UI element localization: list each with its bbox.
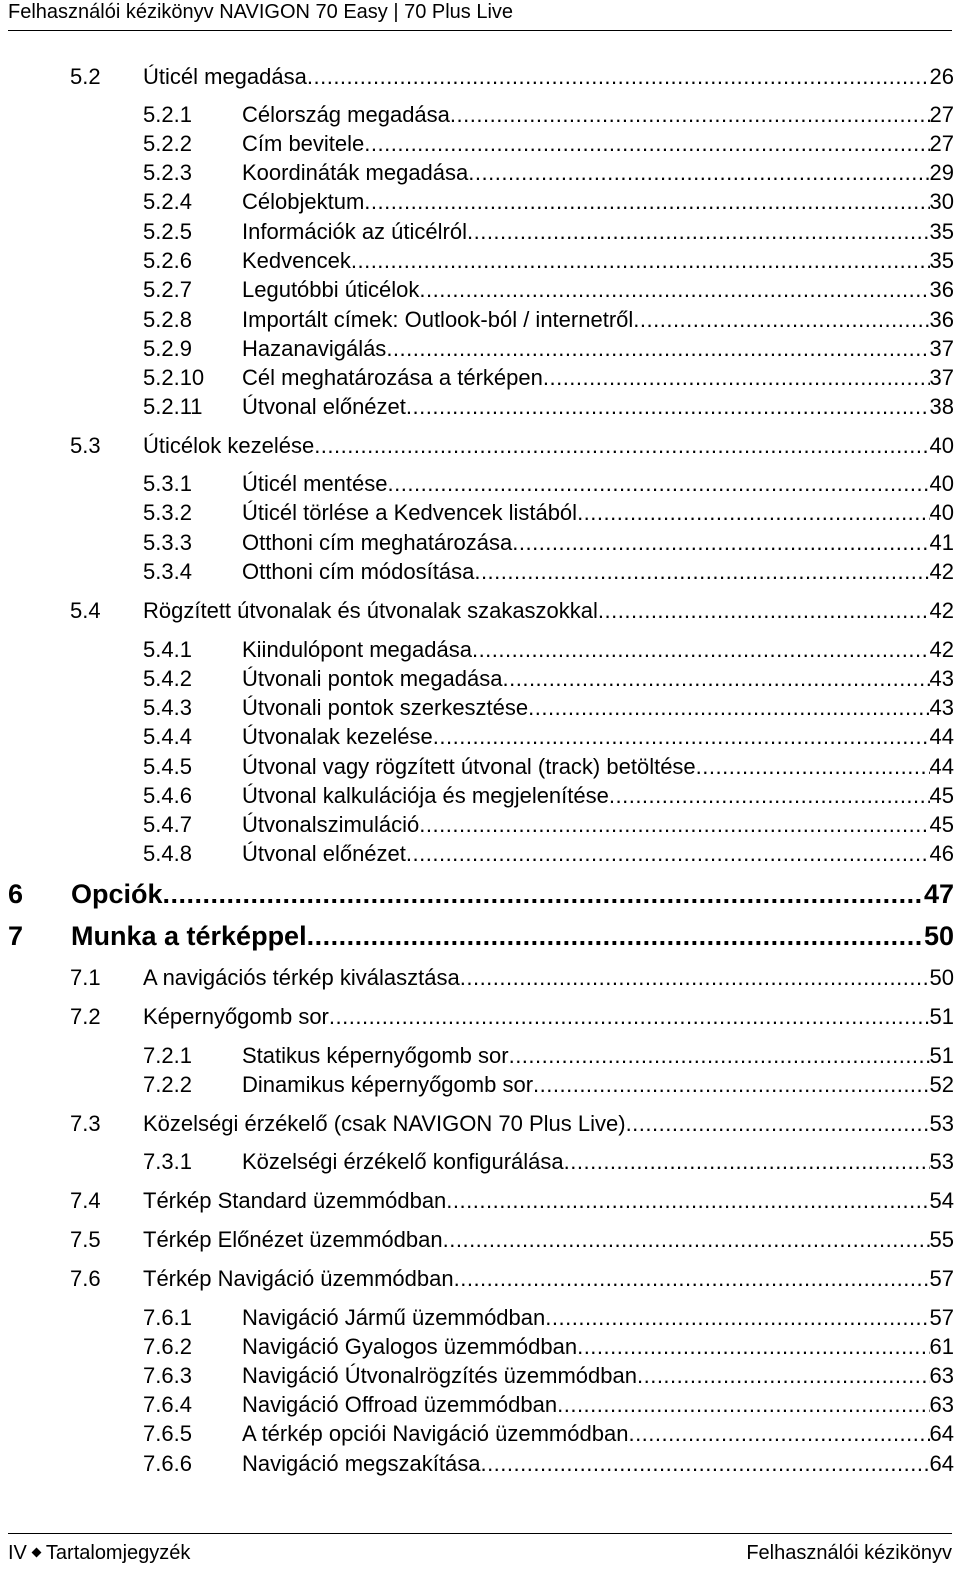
toc-entry-title: Navigáció Offroad üzemmódban (242, 1392, 558, 1417)
toc-entry[interactable] (143, 333, 954, 365)
toc-entry[interactable] (143, 391, 954, 423)
toc-entry-number: 5.2.7 (143, 277, 192, 302)
page-header (8, 0, 952, 31)
footer-left (8, 1542, 190, 1565)
dot-leader (557, 1389, 929, 1421)
toc-entry-page: 38 (929, 394, 954, 419)
toc-entry-page: 30 (929, 189, 954, 214)
toc-entry-page: 51 (929, 1004, 954, 1029)
dot-leader (386, 333, 929, 365)
toc-entry[interactable] (70, 1001, 954, 1033)
dot-leader (474, 556, 929, 588)
toc-entry-page: 47 (923, 879, 954, 909)
toc-entry-page: 57 (929, 1305, 954, 1330)
toc-entry-number: 5.2.4 (143, 189, 192, 214)
dot-leader (633, 304, 929, 336)
toc-entry[interactable] (143, 157, 954, 189)
toc-entry-page: 57 (929, 1266, 954, 1291)
toc-entry-page: 43 (929, 666, 954, 691)
dot-leader (364, 186, 929, 218)
toc-entry-title: Útvonalszimuláció (242, 812, 420, 837)
toc-entry-title: Útvonalak kezelése (242, 724, 433, 749)
toc-entry-number: 7.2 (70, 1004, 101, 1029)
toc-entry[interactable] (143, 1302, 954, 1334)
toc-entry[interactable] (70, 1108, 954, 1140)
dot-leader (460, 962, 930, 994)
toc-entry-page: 44 (929, 754, 954, 779)
toc-entry[interactable] (143, 809, 954, 841)
toc-entry-number: 7.5 (70, 1227, 101, 1252)
dot-leader (468, 157, 929, 189)
toc-entry-title: Otthoni cím módosítása (242, 559, 475, 584)
toc-entry[interactable] (143, 128, 954, 160)
toc-entry[interactable] (143, 1360, 954, 1392)
toc-entry-title: Statikus képernyőgomb sor (242, 1043, 509, 1068)
dot-leader (351, 245, 930, 277)
toc-entry-title: Cím bevitele (242, 131, 365, 156)
toc-entry[interactable] (143, 1069, 954, 1101)
toc-entry-number: 7.6 (70, 1266, 101, 1291)
toc-entry-page: 27 (929, 102, 954, 127)
toc-entry[interactable] (143, 721, 954, 753)
toc-entry[interactable] (70, 430, 954, 462)
dot-leader (545, 1302, 929, 1334)
toc-entry[interactable] (70, 61, 954, 93)
toc-entry-title: Kiindulópont megadása (242, 637, 472, 662)
toc-entry-number: 7.2.1 (143, 1043, 192, 1068)
toc-entry-title: Hazanavigálás (242, 336, 387, 361)
toc-entry[interactable] (143, 527, 954, 559)
dot-leader (696, 751, 930, 783)
toc-entry-title: Térkép Navigáció üzemmódban (143, 1266, 454, 1291)
toc-entry-page: 40 (929, 433, 954, 458)
toc-entry-number: 5.2.6 (143, 248, 192, 273)
toc-entry-title: Otthoni cím meghatározása (242, 530, 513, 555)
footer-section-name: Tartalomjegyzék (45, 1542, 191, 1564)
toc-entry-title: Útvonal előnézet (242, 394, 406, 419)
toc-entry-title: Úticél megadása (143, 64, 307, 89)
toc-entry-page: 45 (929, 783, 954, 808)
toc-entry-page: 40 (929, 500, 954, 525)
toc-entry-number: 5.4.7 (143, 812, 192, 837)
dot-leader (512, 527, 929, 559)
dot-leader (503, 663, 930, 695)
toc-entry-page: 40 (929, 471, 954, 496)
toc-entry[interactable] (8, 878, 954, 910)
toc-entry[interactable] (143, 1040, 954, 1072)
toc-entry-number: 5.2.5 (143, 219, 192, 244)
dot-leader (577, 1331, 929, 1363)
toc-entry-page: 63 (929, 1392, 954, 1417)
toc-entry-number: 5.4.5 (143, 754, 192, 779)
toc-entry-page: 51 (929, 1043, 954, 1068)
toc-entry-number: 5.2.10 (143, 365, 205, 390)
toc-entry-number: 5.4 (70, 598, 101, 623)
dot-leader (626, 1108, 930, 1140)
toc-entry-title: Munka a térképpel (71, 921, 307, 951)
toc-entry-title: Térkép Előnézet üzemmódban (143, 1227, 443, 1252)
toc-entry[interactable] (143, 751, 954, 783)
dot-leader (528, 692, 929, 724)
toc-entry-title: Információk az úticélról (242, 219, 467, 244)
dot-leader (433, 721, 930, 753)
toc-entry-title: Úticélok kezelése (143, 433, 315, 458)
toc-entry[interactable] (143, 838, 954, 870)
dot-leader (564, 1146, 930, 1178)
diamond-icon (31, 1547, 41, 1557)
dot-leader (609, 780, 930, 812)
toc-entry-title: Opciók (71, 879, 163, 909)
toc-entry-number: 5.2.2 (143, 131, 192, 156)
toc-entry-page: 45 (929, 812, 954, 837)
toc-entry-number: 7.6.2 (143, 1334, 192, 1359)
toc-entry-page: 36 (929, 277, 954, 302)
dot-leader (628, 1418, 929, 1450)
dot-leader (480, 1448, 929, 1480)
toc-entry-title: Képernyőgomb sor (143, 1004, 329, 1029)
toc-entry-page: 50 (929, 965, 954, 990)
toc-entry-page: 29 (929, 160, 954, 185)
dot-leader (446, 1185, 929, 1217)
toc-entry-number: 7.6.5 (143, 1421, 192, 1446)
toc-entry[interactable] (143, 468, 954, 500)
toc-entry-title: A navigációs térkép kiválasztása (143, 965, 460, 990)
dot-leader (598, 595, 930, 627)
toc-entry-page: 53 (929, 1149, 954, 1174)
toc-entry-page: 37 (929, 336, 954, 361)
dot-leader (472, 634, 930, 666)
toc-entry-page: 41 (929, 530, 954, 555)
toc-entry-number: 7.6.3 (143, 1363, 192, 1388)
toc-entry-title: Célobjektum (242, 189, 365, 214)
toc-entry[interactable] (143, 780, 954, 812)
toc-entry-title: A térkép opciói Navigáció üzemmódban (242, 1421, 629, 1446)
toc-entry[interactable] (143, 497, 954, 529)
toc-entry-title: Útvonali pontok megadása (242, 666, 503, 691)
toc-entry-number: 5.3.4 (143, 559, 192, 584)
footer-page-number: IV (8, 1542, 27, 1564)
toc-entry-number: 5.4.6 (143, 783, 192, 808)
toc-entry-title: Úticél mentése (242, 471, 388, 496)
toc-entry-page: 26 (929, 64, 954, 89)
toc-entry[interactable] (143, 99, 954, 131)
dot-leader (443, 1224, 930, 1256)
toc-entry-title: Rögzített útvonalak és útvonalak szakaszokkal (143, 598, 598, 623)
footer-right: Felhasználói kézikönyv (746, 1542, 952, 1564)
dot-leader (388, 468, 930, 500)
header-title: Felhasználói kézikönyv NAVIGON 70 Easy | 70 Plus Live (8, 1, 514, 23)
toc-entry-number: 5.2.3 (143, 160, 192, 185)
toc-entry-page: 43 (929, 695, 954, 720)
dot-leader (577, 497, 929, 529)
dot-leader (364, 128, 929, 160)
page-footer (8, 1533, 952, 1572)
toc-entry-number: 5.4.2 (143, 666, 192, 691)
toc-entry-page: 37 (929, 365, 954, 390)
dot-leader (307, 61, 930, 93)
toc-entry-title: Kedvencek (242, 248, 351, 273)
toc-entry-number: 7.3 (70, 1111, 101, 1136)
toc-entry[interactable] (143, 216, 954, 248)
toc-entry-number: 5.2.8 (143, 307, 192, 332)
toc-entry-title: Célország megadása (242, 102, 450, 127)
toc-entry[interactable] (143, 1146, 954, 1178)
toc-entry-number: 6 (8, 879, 24, 909)
dot-leader (406, 391, 930, 423)
toc-entry[interactable] (143, 556, 954, 588)
toc-entry-title: Közelségi érzékelő konfigurálása (242, 1149, 564, 1174)
toc-entry-title: Útvonal kalkulációja és megjelenítése (242, 783, 609, 808)
toc-entry-page: 27 (929, 131, 954, 156)
toc-entry[interactable] (70, 1185, 954, 1217)
toc-entry[interactable] (143, 1418, 954, 1450)
toc-entry[interactable] (143, 1331, 954, 1363)
toc-entry-title: Útvonal vagy rögzített útvonal (track) betöltése (242, 754, 696, 779)
toc-entry[interactable] (143, 1448, 954, 1480)
toc-entry-title: Koordináták megadása (242, 160, 469, 185)
dot-leader (533, 1069, 929, 1101)
toc-entry[interactable] (70, 1224, 954, 1256)
toc-entry-title: Dinamikus képernyőgomb sor (242, 1072, 534, 1097)
toc-entry-title: Importált címek: Outlook-ból / internetről (242, 307, 634, 332)
toc-entry-number: 5.2.9 (143, 336, 192, 361)
toc-entry-title: Legutóbbi úticélok (242, 277, 420, 302)
toc-entry-title: Navigáció Útvonalrögzítés üzemmódban (242, 1363, 637, 1388)
toc-entry-number: 7.3.1 (143, 1149, 192, 1174)
dot-leader (454, 1263, 930, 1295)
toc-entry-number: 5.4.4 (143, 724, 192, 749)
dot-leader (163, 878, 924, 910)
toc-entry-number: 5.3.2 (143, 500, 192, 525)
toc-entry-page: 53 (929, 1111, 954, 1136)
toc-entry-number: 5.3.1 (143, 471, 192, 496)
dot-leader (637, 1360, 930, 1392)
toc-entry-number: 7.6.6 (143, 1451, 192, 1476)
toc-entry-number: 5.3.3 (143, 530, 192, 555)
toc-entry-page: 44 (929, 724, 954, 749)
toc-entry-title: Útvonali pontok szerkesztése (242, 695, 529, 720)
toc-entry-page: 64 (929, 1451, 954, 1476)
toc-entry-number: 5.2.1 (143, 102, 192, 127)
toc-entry-number: 5.2 (70, 64, 101, 89)
dot-leader (450, 99, 930, 131)
toc-entry-number: 7 (8, 921, 24, 951)
toc-entry[interactable] (70, 962, 954, 994)
toc-entry-page: 35 (929, 219, 954, 244)
toc-entry-page: 42 (929, 559, 954, 584)
toc-entry[interactable] (143, 304, 954, 336)
toc-entry-page: 42 (929, 637, 954, 662)
toc-entry-page: 36 (929, 307, 954, 332)
dot-leader (406, 838, 930, 870)
toc-entry[interactable] (8, 920, 954, 952)
toc-entry-title: Útvonal előnézet (242, 841, 406, 866)
toc-entry-page: 42 (929, 598, 954, 623)
toc-entry-number: 5.4.8 (143, 841, 192, 866)
toc-entry-title: Közelségi érzékelő (csak NAVIGON 70 Plus Live) (143, 1111, 626, 1136)
dot-leader (419, 274, 929, 306)
toc-entry-page: 61 (929, 1334, 954, 1359)
toc-entry-number: 7.1 (70, 965, 101, 990)
toc-entry[interactable] (143, 1389, 954, 1421)
dot-leader (467, 216, 930, 248)
toc-entry[interactable] (143, 245, 954, 277)
toc-entry-number: 5.4.1 (143, 637, 192, 662)
dot-leader (307, 920, 924, 952)
toc-entry-number: 7.4 (70, 1188, 101, 1213)
toc-entry[interactable] (143, 274, 954, 306)
toc-entry-page: 46 (929, 841, 954, 866)
toc-entry-title: Navigáció Gyalogos üzemmódban (242, 1334, 578, 1359)
toc-entry-page: 63 (929, 1363, 954, 1388)
toc-entry-page: 52 (929, 1072, 954, 1097)
dot-leader (543, 362, 930, 394)
toc-entry-number: 5.3 (70, 433, 101, 458)
toc-entry-number: 7.6.4 (143, 1392, 192, 1417)
toc-entry[interactable] (70, 595, 954, 627)
toc-entry-title: Navigáció megszakítása (242, 1451, 481, 1476)
toc-entry[interactable] (143, 634, 954, 666)
toc-entry[interactable] (143, 362, 954, 394)
toc-entry-page: 35 (929, 248, 954, 273)
toc-entry-number: 7.2.2 (143, 1072, 192, 1097)
dot-leader (419, 809, 929, 841)
dot-leader (509, 1040, 930, 1072)
toc-entry-page: 54 (929, 1188, 954, 1213)
toc-entry[interactable] (143, 692, 954, 724)
toc-entry-page: 50 (923, 921, 954, 951)
toc-entry-page: 64 (929, 1421, 954, 1446)
toc-entry-number: 5.2.11 (143, 394, 203, 419)
toc-entry-number: 5.4.3 (143, 695, 192, 720)
toc-entry-title: Cél meghatározása a térképen (242, 365, 543, 390)
dot-leader (329, 1001, 930, 1033)
toc-entry[interactable] (70, 1263, 954, 1295)
dot-leader (314, 430, 929, 462)
toc-entry-number: 7.6.1 (143, 1305, 192, 1330)
toc-entry[interactable] (143, 663, 954, 695)
toc-entry[interactable] (143, 186, 954, 218)
toc-entry-title: Navigáció Jármű üzemmódban (242, 1305, 546, 1330)
toc-entry-title: Térkép Standard üzemmódban (143, 1188, 447, 1213)
toc-entry-page: 55 (929, 1227, 954, 1252)
toc-entry-title: Úticél törlése a Kedvencek listából (242, 500, 578, 525)
